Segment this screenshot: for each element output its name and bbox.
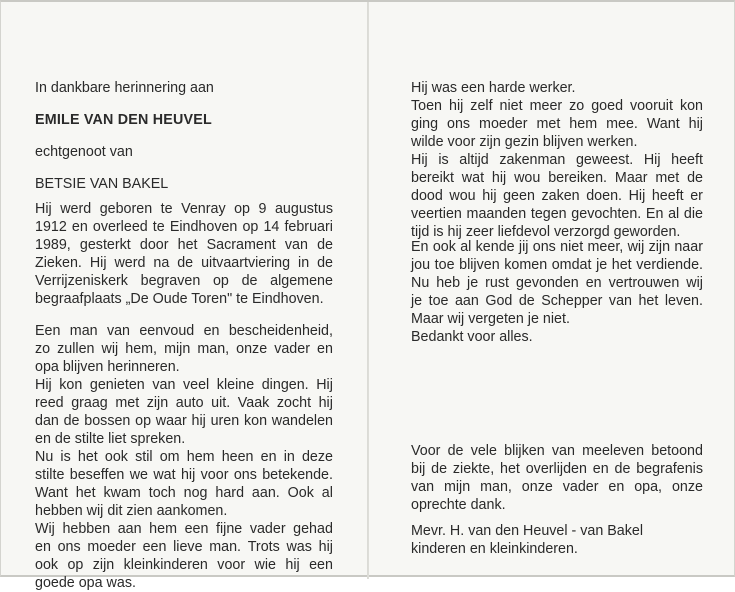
thanks-paragraph — [411, 442, 703, 514]
paragraph-line: je toe aan God de Schepper van het leven. — [411, 293, 703, 309]
paragraph-line: opa blijven herinneren. — [35, 359, 180, 375]
paragraph-line: goede opa was. — [35, 575, 136, 591]
paragraph-line: ook op zijn kleinkinderen voor wie hij een — [35, 557, 333, 573]
paragraph-line: Een man van eenvoud en bescheidenheid, — [35, 323, 333, 339]
paragraph-line: 1989, gesterkt door het Sacrament van de — [35, 237, 333, 253]
paragraph-line: jou toe blijven komen omdat je het verdiende. — [411, 257, 703, 273]
paragraph-line: dood wou hij geen zaken doen. Hij heeft er — [411, 188, 703, 204]
paragraph-line: en ons moeder een lieve man. Trots was hij — [35, 539, 333, 555]
paragraph-line: Hij werd geboren te Venray op 9 augustus — [35, 201, 333, 217]
paragraph-line: Nu is het ook stil om hem heen en in deze — [35, 449, 333, 465]
paragraph-line: bij de ziekte, het overlijden en de begrafenis — [411, 461, 703, 477]
paragraph-line: Zieken. Hij werd na de uitvaartviering in de — [35, 255, 333, 271]
paragraph-line: Verrijzeniskerk begraven op de algemene — [35, 273, 333, 289]
paragraph-line: wilde voor zijn gezin blijven werken. — [411, 134, 638, 150]
paragraph-line: Wij hebben aan hem een fijne vader gehad — [35, 521, 333, 537]
worker-paragraph — [411, 79, 703, 241]
card-fold — [367, 2, 369, 579]
farewell-paragraph — [411, 238, 703, 346]
paragraph-line: en de stilte liet spreken. — [35, 431, 186, 447]
paragraph-line: van mijn man, onze vader en opa, onze — [411, 479, 703, 495]
paragraph-line: zo zullen wij hem, mijn man, onze vader en — [35, 341, 333, 357]
intro-text: In dankbare herinnering aan — [35, 80, 214, 96]
paragraph-line: stilte beseffen we wat hij voor ons betekende. — [35, 467, 333, 483]
deceased-name: EMILE VAN DEN HEUVEL — [35, 112, 212, 128]
signature-block — [411, 522, 703, 558]
paragraph-line: Toen hij zelf niet meer zo goed vooruit kon — [411, 98, 703, 114]
paragraph-line: veertien maanden tegen gevochten. En al die — [411, 206, 703, 222]
spouse-name: BETSIE VAN BAKEL — [35, 176, 169, 192]
paragraph-line: Hij was een harde werker. — [411, 80, 576, 96]
paragraph-line: En ook al kende jij ons niet meer, wij zijn naar — [411, 239, 703, 255]
paragraph-line: begraafplaats „De Oude Toren" te Eindhoven. — [35, 291, 324, 307]
paragraph-line: Hij kon genieten van veel kleine dingen. Hij — [35, 377, 333, 393]
paragraph-line: kinderen en kleinkinderen. — [411, 541, 578, 557]
relation-text: echtgenoot van — [35, 144, 133, 160]
remembrance-paragraph — [35, 322, 333, 592]
paragraph-line: Bedankt voor alles. — [411, 329, 533, 345]
paragraph-line: Maar wij vergeten je niet. — [411, 311, 570, 327]
paragraph-line: tijd is hij zeer liefdevol verzorgd geworden. — [411, 224, 681, 240]
paragraph-line: Want het kwam toch nog hard aan. Ook al — [35, 485, 333, 501]
paragraph-line: dan de bossen op waar hij uren kon wandelen — [35, 413, 333, 429]
paragraph-line: hebben wij dit zien aankomen. — [35, 503, 228, 519]
paragraph-line: reed graag met zijn auto uit. Vaak zocht hij — [35, 395, 333, 411]
paragraph-line: Hij is altijd zakenman geweest. Hij heeft — [411, 152, 703, 168]
biography-paragraph — [35, 200, 333, 308]
paragraph-line: 1912 en overleed te Eindhoven op 14 februari — [35, 219, 333, 235]
paragraph-line: Nu heb je rust gevonden en vertrouwen wij — [411, 275, 703, 291]
paragraph-line: Voor de vele blijken van meeleven betoond — [411, 443, 703, 459]
paragraph-line: ging ons moeder met hem mee. Want hij — [411, 116, 703, 132]
paragraph-line: oprechte dank. — [411, 497, 506, 513]
paragraph-line: Mevr. H. van den Heuvel - van Bakel — [411, 523, 644, 539]
paragraph-line: bereikt wat hij wou bereiken. Maar met de — [411, 170, 703, 186]
